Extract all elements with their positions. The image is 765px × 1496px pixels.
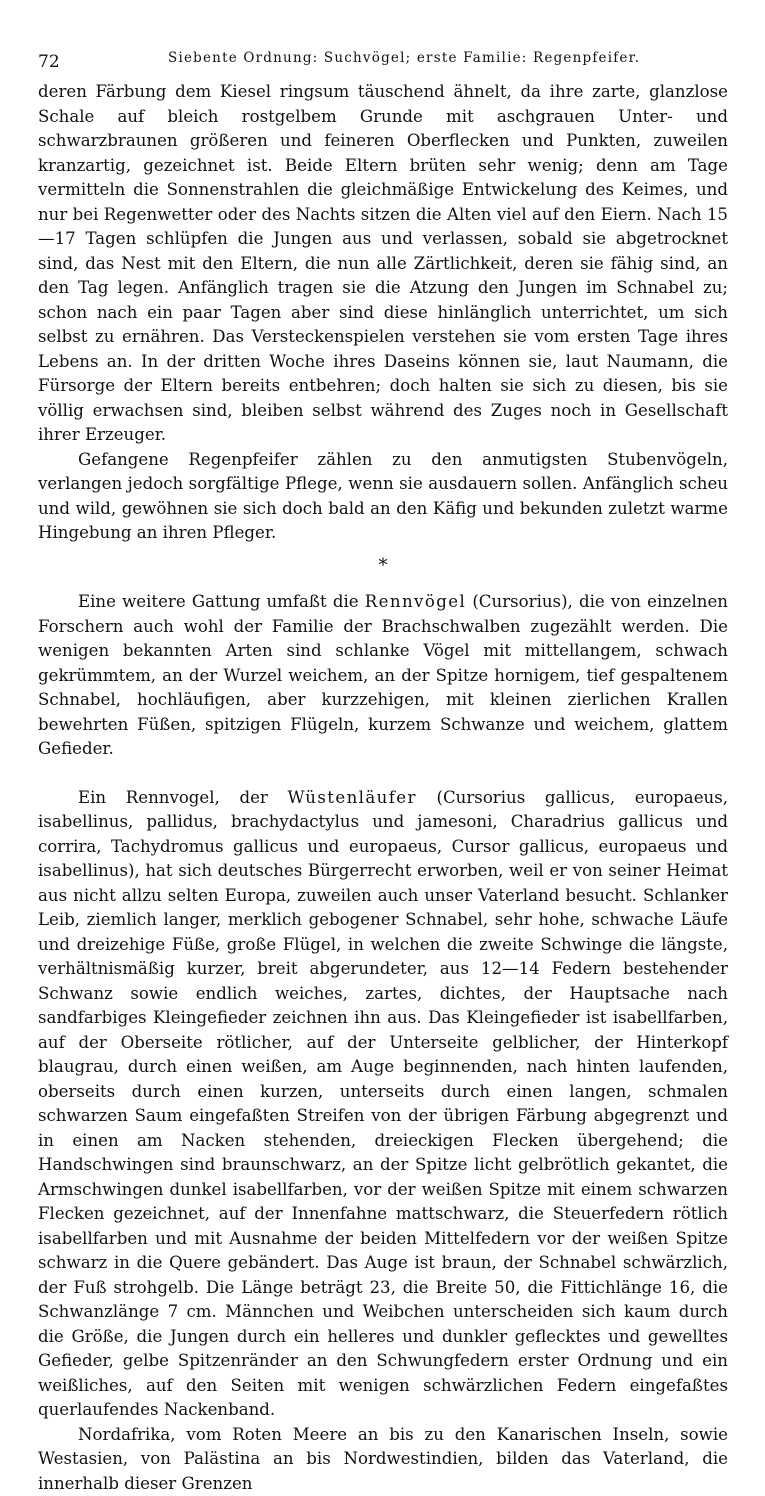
page-number: 72: [38, 52, 60, 72]
paragraph-distribution: Nordafrika, vom Roten Meere an bis zu den Kanarischen Inseln, sowie Westasien, von Palästina an bis Nordwestindien, bilden das Vaterland, die innerhalb dieser Grenzen: [38, 1423, 728, 1496]
paragraph-captive-plovers: Gefangene Regenpfeifer zählen zu den anmutigsten Stubenvögeln, verlangen jedoch sorgfältige Pflege, wenn sie ausdauern sollen. Anfänglich scheu und wild, gewöhnen sie sich doch bald an den Käfig und bekunden zuletzt warme Hingebung an ihren Pfleger.: [38, 448, 728, 546]
body-text: [38, 80, 728, 1496]
paragraph-text: Eine weitere Gattung umfaßt die: [78, 592, 365, 611]
paragraph-text: (Cursorius), die von einzelnen Forschern auch wohl der Familie der Brachschwalben zugezählt werden. Die wenigen bekannten Arten sind schlanke Vögel mit mittellangem, schwach gekrümmtem, an der Wurzel weichem, an der Spitze hornigem, tief gespaltenem Schnabel, hochläufigen, aber kurzzehigen, mit kleinen zierlichen Krallen bewehrten Füßen, spitzigen Flügeln, kurzem Schwanze und weichem, glattem Gefieder.: [38, 592, 728, 758]
section-divider-asterisk: *: [38, 554, 728, 579]
genus-name: Rennvögel: [365, 592, 466, 611]
paragraph-text: Ein Rennvogel, der: [78, 788, 288, 807]
page-header: [38, 48, 727, 72]
paragraph-text: (Cursorius gallicus, europaeus, isabellinus, pallidus, brachydactylus und jamesoni, Charadrius gallicus und corrira, Tachydromus gallicus und europaeus, Cursor gallicus, europaeus und isabellinus), hat sich deutsches Bürgerrecht erworben, weil er von seiner Heimat aus nicht allzu selten Europa, zuweilen auch unser Vaterland besucht. Schlanker Leib, ziemlich langer, merklich gebogener Schnabel, sehr hohe, schwache Läufe und dreizehige Füße, große Flügel, in welchen die zweite Schwinge die längste, verhältnismäßig kurzer, breit abgerundeter, aus 12—14 Federn bestehender Schwanz sowie endlich weiches, zartes, dichtes, der Hauptsache nach sandfarbiges Kleingefieder zeichnen ihn aus. Das Kleingefieder ist isabellfarben, auf der Oberseite rötlicher, auf der Unterseite gelblicher, der Hinterkopf blaugrau, durch einen weißen, am Auge beginnenden, nach hinten laufenden, oberseits durch einen kurzen, unterseits durch einen langen, schmalen schwarzen Saum eingefaßten Streifen von der übrigen Färbung abgegrenzt und in einen am Nacken stehenden, dreieckigen Flecken übergehend; die Handschwingen sind braunschwarz, an der Spitze licht gelbrötlich gekantet, die Armschwingen dunkel isabellfarben, vor der weißen Spitze mit einem schwarzen Flecken gezeichnet, auf der Innenfahne mattschwarz, die Steuerfedern rötlich isabellfarben und mit Ausnahme der beiden Mittelfedern vor der weißen Spitze schwarz in die Quere gebändert. Das Auge ist braun, der Schnabel schwärzlich, der Fuß strohgelb. Die Länge beträgt 23, die Breite 50, die Fittichlänge 16, die Schwanzlänge 7 cm. Männchen und Weibchen unterscheiden sich kaum durch die Größe, die Jungen durch ein helleres und dunkler geflecktes und gewelltes Gefieder, gelbe Spitzenränder an den Schwungfedern erster Ordnung und ein weißliches, auf den Seiten mit wenigen schwärzlichen Federn eingefaßtes querlaufendes Nackenband.: [38, 788, 728, 1420]
paragraph-egg-and-brood: deren Färbung dem Kiesel ringsum täuschend ähnelt, da ihre zarte, glanzlose Schale auf bleich rostgelbem Grunde mit aschgrauen Unter- und schwarzbraunen größeren und feineren Oberflecken und Punkten, zuweilen kranzartig, gezeichnet ist. Beide Eltern brüten sehr wenig; denn am Tage vermitteln die Sonnenstrahlen die gleichmäßige Entwickelung des Keimes, und nur bei Regenwetter oder des Nachts sitzen die Alten viel auf den Eiern. Nach 15—17 Tagen schlüpfen die Jungen aus und verlassen, sobald sie abgetrocknet sind, das Nest mit den Eltern, die nun alle Zärtlichkeit, deren sie fähig sind, an den Tag legen. Anfänglich tragen sie die Atzung den Jungen im Schnabel zu; schon nach ein paar Tagen aber sind diese hinlänglich unterrichtet, um sich selbst zu ernähren. Das Versteckenspielen verstehen sie vom ersten Tage ihres Lebens an. In der dritten Woche ihres Daseins können sie, laut Naumann, die Fürsorge der Eltern bereits entbehren; doch halten sie sich zu diesen, bis sie völlig erwachsen sind, bleiben selbst während des Zuges noch in Gesellschaft ihrer Erzeuger.: [38, 80, 728, 448]
paragraph-cream-colored-courser: [38, 786, 728, 1423]
running-head: Siebente Ordnung: Suchvögel; erste Familie: Regenpfeifer.: [168, 50, 640, 66]
species-name: Wüstenläufer: [288, 788, 417, 807]
paragraph-coursers-genus: [38, 590, 728, 762]
